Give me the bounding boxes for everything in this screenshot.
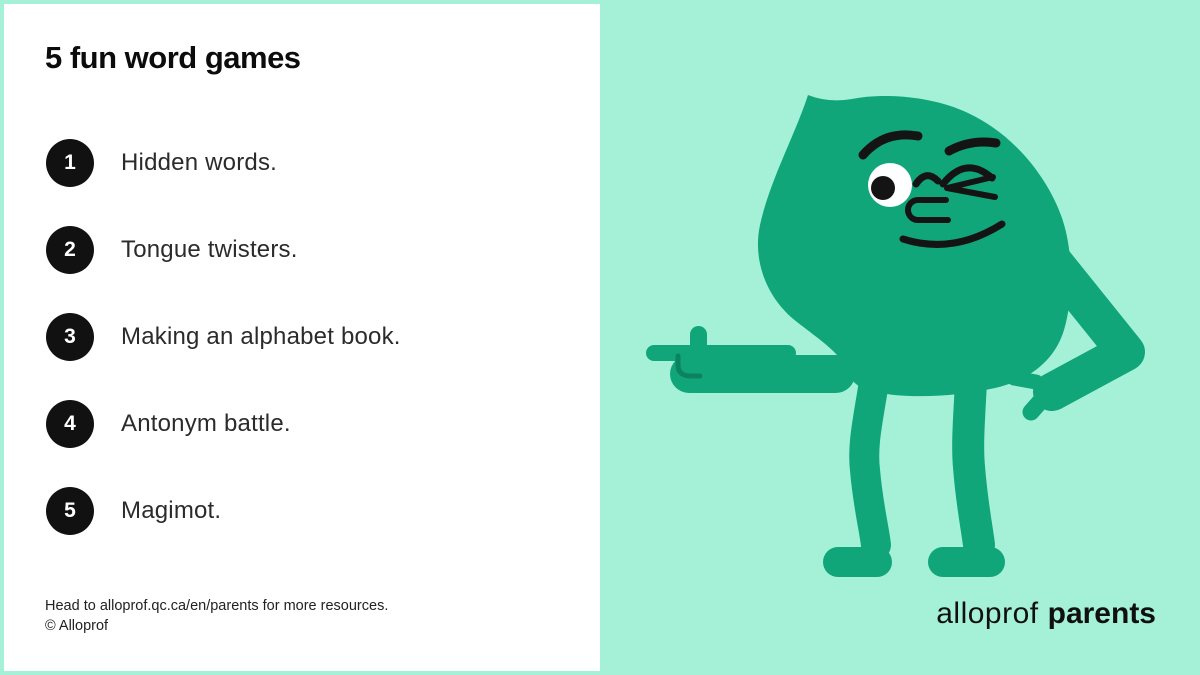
item-label: Magimot.: [121, 497, 222, 524]
mascot-hand-finger: [1031, 395, 1046, 412]
logo-parents: parents: [1047, 597, 1156, 630]
item-number-badge: 1: [46, 139, 94, 187]
list-item: [46, 313, 566, 361]
mascot-left-leg: [864, 382, 876, 545]
list-item: [46, 400, 566, 448]
logo-alloprof: alloprof: [936, 597, 1039, 630]
list-item: [46, 139, 566, 187]
mascot-right-leg: [968, 382, 979, 545]
pupil: [871, 176, 895, 200]
page-title: 5 fun word games: [45, 40, 301, 75]
item-label: Tongue twisters.: [121, 236, 298, 263]
brand-logo: [936, 597, 1156, 631]
word-games-list: [46, 139, 566, 574]
footer-note: [45, 596, 388, 636]
item-number-badge: 2: [46, 226, 94, 274]
mascot-illustration: [600, 0, 1200, 675]
item-label: Hidden words.: [121, 149, 278, 176]
item-number-badge: 4: [46, 400, 94, 448]
item-number-badge: 3: [46, 313, 94, 361]
content-panel: [4, 4, 600, 671]
item-label: Antonym battle.: [121, 410, 291, 437]
footer-resources-line: Head to alloprof.qc.ca/en/parents for more resources.: [45, 598, 389, 614]
item-number-badge: 5: [46, 487, 94, 535]
list-item: [46, 487, 566, 535]
footer-copyright: © Alloprof: [45, 618, 109, 634]
list-item: [46, 226, 566, 274]
item-label: Making an alphabet book.: [121, 323, 401, 350]
